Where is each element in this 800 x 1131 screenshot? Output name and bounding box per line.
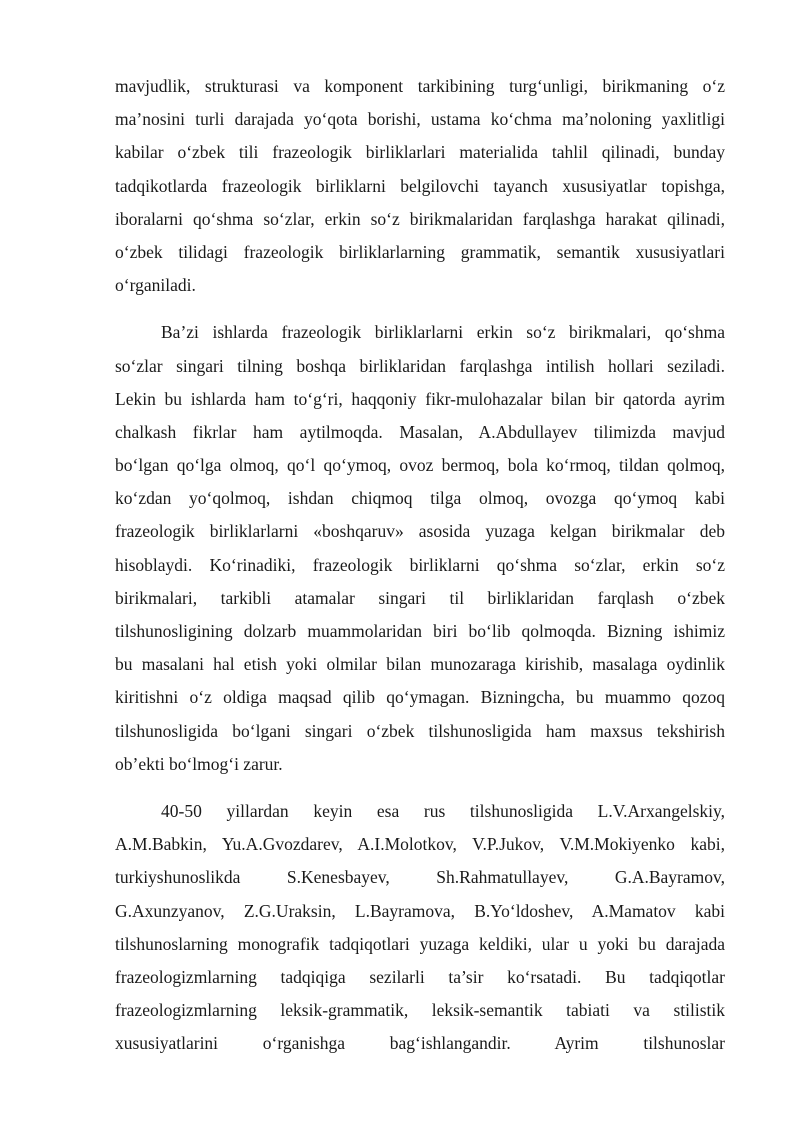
text-line: tadqikotlarda frazeologik birliklarni belgilovchi tayanch xususiyatlar topishga, — [115, 175, 725, 196]
paragraph-2 — [115, 316, 725, 781]
text-line: kabilar o‘zbek tili frazeologik birliklarlari materialida tahlil qilinadi, bunday — [115, 142, 725, 163]
text-line: G.Axunzyanov, Z.G.Uraksin, L.Bayramova, B.Yo‘ldoshev, A.Mamatov kabi — [115, 900, 725, 921]
text-line: birikmalari, tarkibli atamalar singari til birliklaridan farqlash o‘zbek — [115, 587, 725, 608]
text-line: tilshunoslarning monografik tadqiqotlari yuzaga keldiki, ular u yoki bu darajada — [115, 933, 725, 954]
text-line: so‘zlar singari tilning boshqa birliklaridan farqlashga intilish hollari seziladi. — [115, 355, 725, 376]
paragraph-3 — [115, 795, 725, 1061]
text-line: Lekin bu ishlarda ham to‘g‘ri, haqqoniy fikr-mulohazalar bilan bir qatorda ayrim — [115, 388, 725, 409]
text-line: hisoblaydi. Ko‘rinadiki, frazeologik birliklarni qo‘shma so‘zlar, erkin so‘z — [115, 554, 725, 575]
text-line: frazeologizmlarning leksik-grammatik, leksik-semantik tabiati va stilistik — [115, 1000, 725, 1021]
text-line: kiritishni o‘z oldiga maqsad qilib qo‘ymagan. Bizningcha, bu muammo qozoq — [115, 687, 725, 708]
text-line: frazeologizmlarning tadqiqiga sezilarli ta’sir ko‘rsatadi. Bu tadqiqotlar — [115, 966, 725, 987]
text-line: tilshunosligining dolzarb muammolaridan biri bo‘lib qolmoqda. Bizning ishimiz — [115, 621, 725, 641]
text-line: turkiyshunoslikda S.Kenesbayev, Sh.Rahmatullayev, G.A.Bayramov, — [115, 867, 725, 888]
paragraph-1 — [115, 70, 725, 302]
text-line: Ba’zi ishlarda frazeologik birliklarlarni erkin so‘z birikmalari, qo‘shma — [161, 322, 725, 343]
text-line: 40-50 yillardan keyin esa rus tilshunosligida L.V.Arxangelskiy, — [161, 800, 725, 821]
text-line: ko‘zdan yo‘qolmoq, ishdan chiqmoq tilga olmoq, ovozga qo‘ymoq kabi — [115, 488, 725, 509]
text-line: tilshunosligida bo‘lgani singari o‘zbek tilshunosligida ham maxsus tekshirish — [115, 720, 725, 741]
text-line: ma’nosini turli darajada yo‘qota borishi, ustama ko‘chma ma’noloning yaxlitligi — [115, 109, 725, 130]
text-line: o‘zbek tilidagi frazeologik birliklarlarning grammatik, semantik xususiyatlari — [115, 241, 725, 262]
text-line: xususiyatlarini o‘rganishga bag‘ishlangandir. Ayrim tilshunoslar — [115, 1033, 725, 1054]
text-line: iboralarni qo‘shma so‘zlar, erkin so‘z birikmalaridan farqlashga harakat qilinadi, — [115, 208, 725, 229]
text-line: bo‘lgan qo‘lga olmoq, qo‘l qo‘ymoq, ovoz bermoq, bola ko‘rmoq, tildan qolmoq, — [115, 455, 725, 476]
text-line: o‘rganiladi. — [115, 275, 196, 296]
document-page — [115, 70, 725, 1074]
text-line: A.M.Babkin, Yu.A.Gvozdarev, A.I.Molotkov, V.P.Jukov, V.M.Mokiyenko kabi, — [115, 834, 725, 855]
text-line: chalkash fikrlar ham aytilmoqda. Masalan, A.Abdullayev tilimizda mavjud — [115, 421, 725, 442]
text-line: frazeologik birliklarlarni «boshqaruv» asosida yuzaga kelgan birikmalar deb — [115, 521, 725, 542]
text-line: mavjudlik, strukturasi va komponent tarkibining turg‘unligi, birikmaning o‘z — [115, 76, 725, 96]
text-line: ob’ekti bo‘lmog‘i zarur. — [115, 753, 283, 774]
text-line: bu masalani hal etish yoki olmilar bilan munozaraga kirishib, masalaga oydinlik — [115, 654, 725, 675]
